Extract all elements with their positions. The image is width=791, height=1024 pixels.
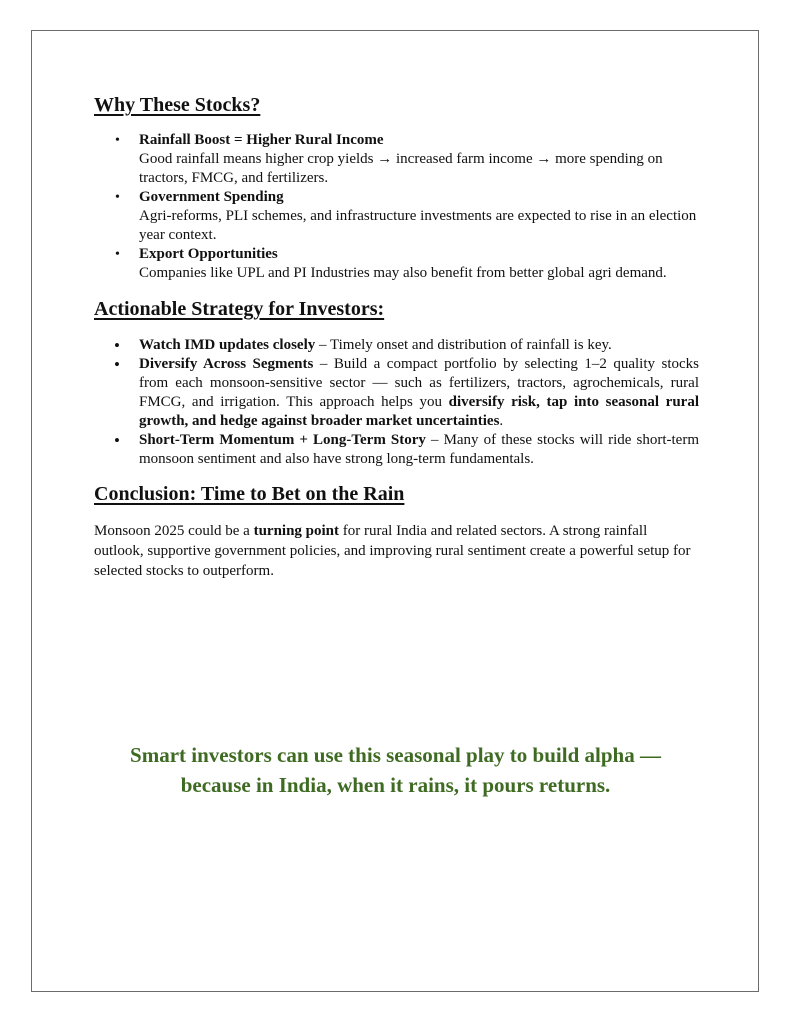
item-title: • Government Spending bbox=[139, 189, 284, 205]
list-item bbox=[94, 355, 699, 431]
list-item bbox=[94, 431, 699, 469]
item-title: • Rainfall Boost = Higher Rural Income bbox=[139, 132, 384, 148]
item-body: – Timely onset and distribution of rainfall is key. bbox=[315, 337, 612, 353]
item-body: Companies like UPL and PI Industries may also benefit from better global agri demand. bbox=[139, 265, 667, 281]
list-item bbox=[94, 245, 699, 283]
list-item bbox=[94, 336, 699, 355]
heading-conclusion: Conclusion: Time to Bet on the Rain bbox=[94, 483, 405, 505]
heading-actionable-strategy: Actionable Strategy for Investors: bbox=[94, 298, 385, 320]
conclusion-paragraph bbox=[94, 521, 699, 581]
heading-why-these-stocks: Why These Stocks? bbox=[94, 94, 261, 116]
strategy-list bbox=[94, 336, 699, 469]
list-item bbox=[94, 131, 699, 188]
item-title: • Export Opportunities bbox=[139, 246, 278, 262]
item-title: Diversify Across Segments bbox=[139, 356, 314, 372]
conclusion-text-bold: turning point bbox=[253, 523, 340, 539]
callout-line-1: Smart investors can use this seasonal play to build alpha — bbox=[130, 743, 661, 767]
conclusion-text-after: for rural India and related sectors. A strong rainfall outlook, supportive government policies, and improving rural sentiment create a powerful setup for selected stocks to outperform. bbox=[94, 523, 691, 579]
document-body bbox=[94, 93, 699, 581]
item-end: . bbox=[499, 413, 504, 429]
item-body: – Build a compact portfolio by selecting 1–2 quality stocks from each monsoon-sensitive sector — such as fertilizers, tractors, agrochemicals, rural FMCG, and irrigation. This approach helps you bbox=[139, 356, 699, 410]
callout-quote bbox=[62, 740, 729, 800]
item-bold-tail: diversify risk, tap into seasonal rural growth, and hedge against broader market uncertainties bbox=[139, 394, 699, 429]
item-title: Watch IMD updates closely bbox=[139, 337, 316, 353]
list-item bbox=[94, 188, 699, 245]
conclusion-text-before: Monsoon 2025 could be a bbox=[94, 523, 254, 539]
item-body: Agri-reforms, PLI schemes, and infrastructure investments are expected to rise in an election year context. bbox=[139, 208, 697, 243]
item-body: – Many of these stocks will ride short-term monsoon sentiment and also have strong long-term fundamentals. bbox=[139, 432, 699, 467]
callout-line-2: because in India, when it rains, it pours returns. bbox=[180, 773, 611, 797]
item-title: Short-Term Momentum + Long-Term Story bbox=[139, 432, 426, 448]
item-body: Good rainfall means higher crop yields → increased farm income → more spending on tractors, FMCG, and fertilizers. bbox=[139, 151, 663, 186]
why-list bbox=[94, 131, 699, 283]
